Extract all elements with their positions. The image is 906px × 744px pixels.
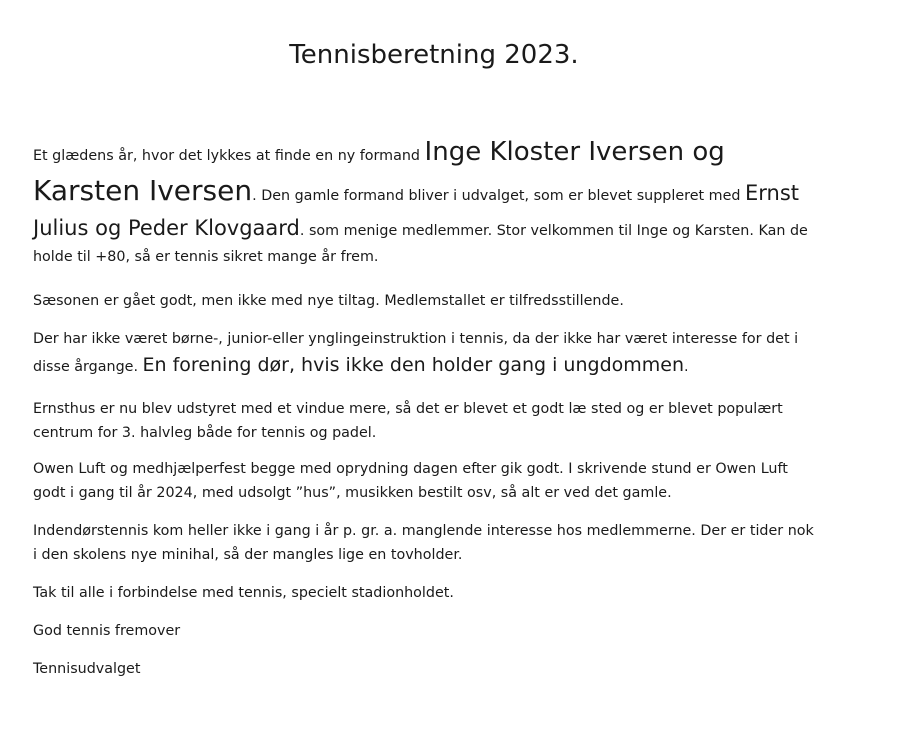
intro-chair-name-1: Inge Kloster Iversen og: [424, 137, 725, 167]
paragraph-youth: [33, 327, 853, 381]
youth-emphasis: En forening dør, hvis ikke den holder gang i ungdommen: [142, 354, 685, 376]
owen-text-a: Owen Luft og medhjælperfest begge med oprydning dagen efter gik godt. I skrivende stund er Owen Luft: [33, 461, 788, 477]
intro-text-g: . som menige medlemmer. Stor velkommen til Inge og Karsten. Kan de: [299, 223, 808, 239]
youth-text-a: Der har ikke været børne-, junior-eller ynglingeinstruktion i tennis, da der ikke har været interesse for det i: [33, 331, 799, 347]
indoor-text-b: i den skolens nye minihal, så der mangles lige en tovholder.: [33, 547, 463, 563]
document-title: Tennisberetning 2023.: [289, 40, 579, 70]
youth-text-d: .: [684, 359, 689, 375]
paragraph-indoor-tennis: [33, 519, 853, 567]
ernsthus-text-a: Ernsthus er nu blev udstyret med et vindue mere, så det er blevet et godt læ sted og er blevet populært: [33, 401, 783, 417]
thanks-text: Tak til alle i forbindelse med tennis, specielt stadionholdet.: [33, 585, 454, 601]
ernsthus-text-b: centrum for 3. halvleg både for tennis og padel.: [33, 425, 377, 441]
intro-member-name-2: Julius og Peder Klovgaard: [33, 216, 300, 240]
intro-chair-name-2: Karsten Iversen: [33, 174, 253, 207]
intro-text-d: . Den gamle formand bliver i udvalget, som er blevet suppleret med: [252, 188, 745, 204]
paragraph-owen-luft: [33, 457, 853, 505]
paragraph-season: [33, 289, 624, 313]
signature-text: Tennisudvalget: [33, 661, 141, 677]
paragraph-closing: [33, 619, 180, 643]
intro-text-a: Et glædens år, hvor det lykkes at finde en ny formand: [33, 148, 425, 164]
youth-text-b: disse årgange.: [33, 359, 143, 375]
paragraph-ernsthus: [33, 397, 853, 445]
paragraph-thanks: [33, 581, 454, 605]
indoor-text-a: Indendørstennis kom heller ikke i gang i år p. gr. a. manglende interesse hos medlemmerne. Der er tider nok: [33, 523, 814, 539]
paragraph-intro: [33, 133, 853, 269]
owen-text-b: godt i gang til år 2024, med udsolgt ”hus”, musikken bestilt osv, så alt er ved det gamle.: [33, 485, 672, 501]
season-text: Sæsonen er gået godt, men ikke med nye tiltag. Medlemstallet er tilfredsstillende.: [33, 293, 624, 309]
closing-text: God tennis fremover: [33, 623, 181, 639]
intro-text-h: holde til +80, så er tennis sikret mange år frem.: [33, 249, 379, 265]
paragraph-signature: [33, 657, 140, 681]
intro-member-name-1: Ernst: [745, 181, 800, 205]
